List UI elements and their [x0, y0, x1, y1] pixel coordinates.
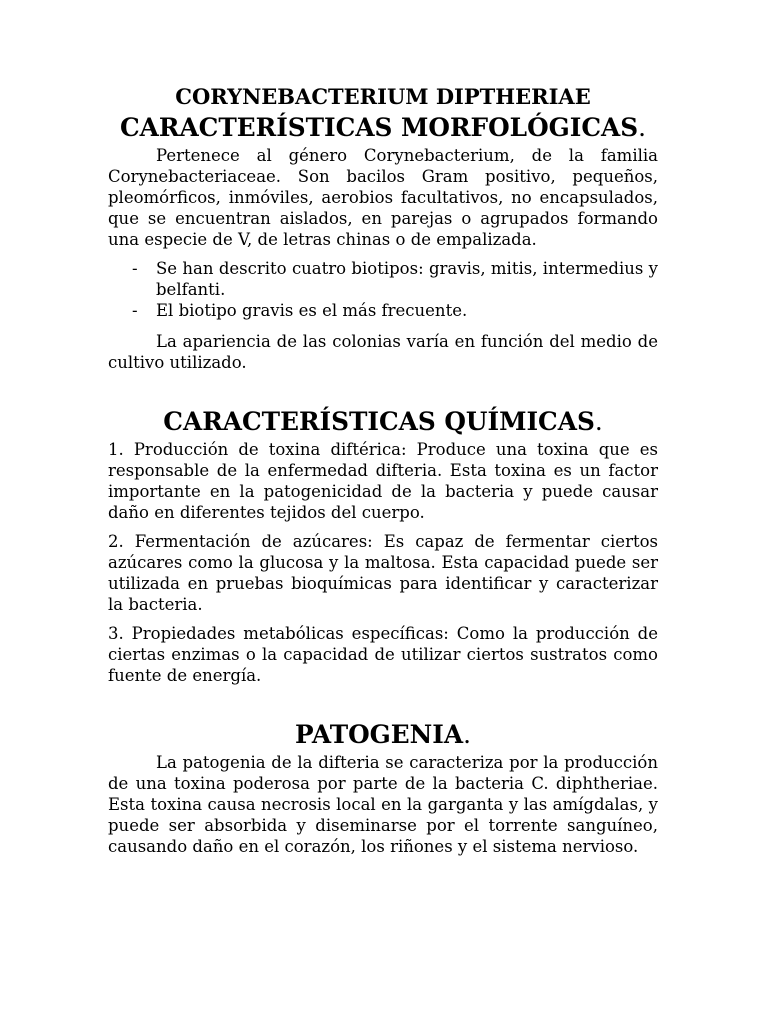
list-item: [108, 258, 658, 300]
section-heading-quimicas: [108, 407, 658, 436]
list-item-text: Se han descrito cuatro biotipos: gravis, mitis, intermedius y belfanti.: [156, 259, 658, 299]
section-heading-suffix: .: [638, 113, 647, 142]
colonias-paragraph: La apariencia de las colonias varía en función del medio de cultivo utilizado.: [108, 332, 658, 372]
section-heading-text: PATOGENIA: [295, 720, 464, 749]
section-heading-patogenia: [108, 720, 658, 749]
document-title: CORYNEBACTERIUM DIPTHERIAE: [175, 84, 591, 109]
section-heading-text: CARACTERÍSTICAS QUÍMICAS: [163, 407, 595, 436]
bullet-dash: -: [132, 301, 138, 320]
section-heading-morfologicas: [108, 113, 658, 142]
quimicas-item-1: 1. Producción de toxina diftérica: Produce una toxina que es responsable de la enfermedad difteria. Esta toxina es un factor importante en la patogenicidad de la bacteria y puede causar daño en diferentes tejidos del cuerpo.: [108, 440, 658, 522]
morfologicas-intro-paragraph: Pertenece al género Corynebacterium, de la familia Corynebacteriaceae. Son bacilos Gram positivo, pequeños, pleomórficos, inmóviles, aerobios facultativos, no encapsulados, que se encuentran aislados, en parejas o agrupados formando una especie de V, de letras chinas o de empalizada.: [108, 146, 658, 249]
section-heading-suffix: .: [463, 720, 471, 749]
biotipos-list: [108, 258, 658, 321]
quimicas-item-2: 2. Fermentación de azúcares: Es capaz de fermentar ciertos azúcares como la glucosa y la maltosa. Esta capacidad puede ser utilizada en pruebas bioquímicas para identificar y caracterizar la bacteria.: [108, 532, 658, 614]
list-item: [108, 300, 658, 321]
section-heading-text: CARACTERÍSTICAS MORFOLÓGICAS: [119, 113, 639, 142]
patogenia-paragraph: La patogenia de la difteria se caracteriza por la producción de una toxina poderosa por parte de la bacteria C. diphtheriae. Esta toxina causa necrosis local en la garganta y las amígdalas, y puede ser absorbida y diseminarse por el torrente sanguíneo, causando daño en el corazón, los riñones y el sistema nervioso.: [108, 753, 658, 856]
bullet-dash: -: [132, 259, 138, 278]
list-item-text: El biotipo gravis es el más frecuente.: [156, 301, 468, 320]
quimicas-item-3: 3. Propiedades metabólicas específicas: Como la producción de ciertas enzimas o la capacidad de utilizar ciertos sustratos como fuente de energía.: [108, 624, 658, 685]
section-heading-suffix: .: [594, 407, 603, 436]
document-page: [108, 84, 658, 857]
